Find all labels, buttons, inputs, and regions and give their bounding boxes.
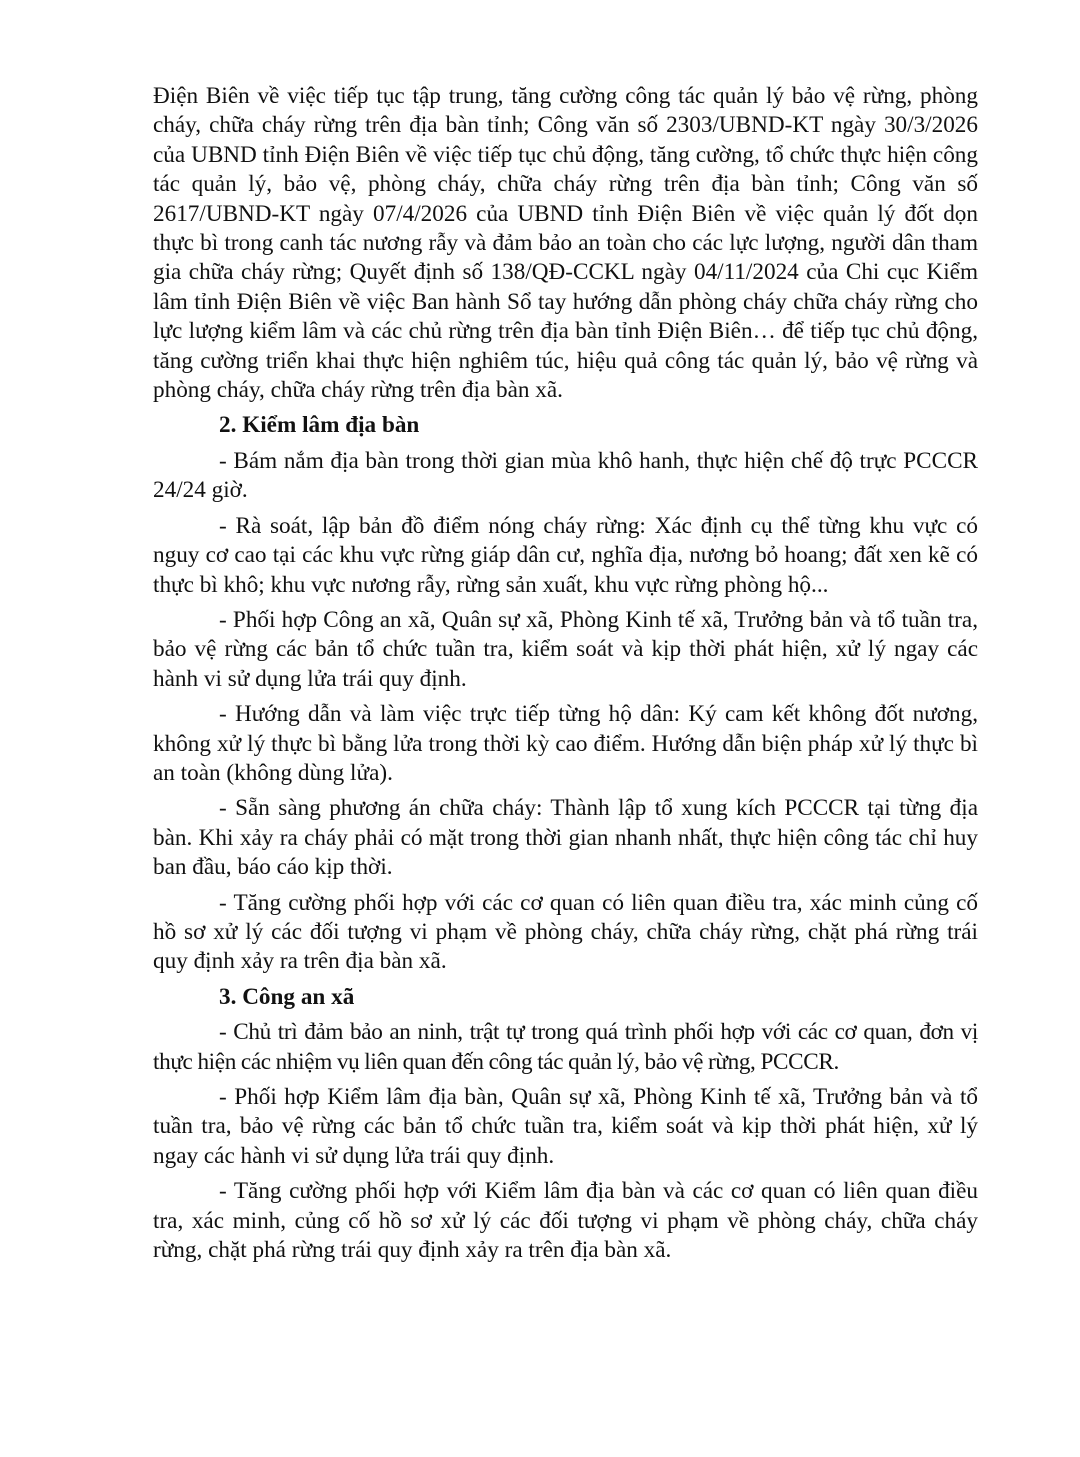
section-2-item: - Hướng dẫn và làm việc trực tiếp từng hộ dân: Ký cam kết không đốt nương, không xử lý thực bì bằng lửa trong thời kỳ cao điểm. Hướng dẫn biện pháp xử lý thực bì an toàn (không dùng lửa). <box>153 701 978 786</box>
document-page <box>153 82 978 1271</box>
section-2-item: - Rà soát, lập bản đồ điểm nóng cháy rừng: Xác định cụ thể từng khu vực có nguy cơ cao tại các khu vực rừng giáp dân cư, nghĩa địa, nương bỏ hoang; đất xen kẽ có thực bì khô; khu vực nương rẫy, rừng sản xuất, khu vực rừng phòng hộ... <box>153 512 978 598</box>
section-2-item: - Tăng cường phối hợp với các cơ quan có liên quan điều tra, xác minh củng cố hồ sơ xử lý các đối tượng vi phạm về phòng cháy, chữa cháy rừng, chặt phá rừng trái quy định xảy ra trên địa bàn xã. <box>153 889 978 975</box>
section-2-heading: 2. Kiểm lâm địa bàn <box>219 412 420 439</box>
section-3-item: - Phối hợp Kiểm lâm địa bàn, Quân sự xã, Phòng Kinh tế xã, Trưởng bản và tổ tuần tra, bảo vệ rừng các bản tổ chức tuần tra, kiểm soát và kịp thời phát hiện, xử lý ngay các hành vi sử dụng lửa trái quy định. <box>153 1084 978 1169</box>
section-3-item: - Tăng cường phối hợp với Kiểm lâm địa bàn và các cơ quan có liên quan điều tra, xác minh, củng cố hồ sơ xử lý các đối tượng vi phạm về phòng cháy, chữa cháy rừng, chặt phá rừng trái quy định xảy ra trên địa bàn xã. <box>153 1178 978 1264</box>
section-2-item: - Bám nắm địa bàn trong thời gian mùa khô hanh, thực hiện chế độ trực PCCCR 24/24 giờ. <box>153 447 978 504</box>
section-2-item: - Phối hợp Công an xã, Quân sự xã, Phòng Kinh tế xã, Trưởng bản và tổ tuần tra, bảo vệ rừng các bản tổ chức tuần tra, kiểm soát và kịp thời phát hiện, xử lý ngay các hành vi sử dụng lửa trái quy định. <box>153 606 978 692</box>
section-3-heading: 3. Công an xã <box>219 983 355 1010</box>
intro-paragraph: Điện Biên về việc tiếp tục tập trung, tăng cường công tác quản lý bảo vệ rừng, phòng cháy, chữa cháy rừng trên địa bàn tỉnh; Công văn số 2303/UBND-KT ngày 30/3/2026 của UBND tỉnh Điện Biên về việc tiếp tục chủ động, tăng cường, tổ chức thực hiện công tác quản lý, bảo vệ, phòng cháy, chữa cháy rừng trên địa bàn tỉnh; Công văn số 2617/UBND-KT ngày 07/4/2026 của UBND tỉnh Điện Biên về việc quản lý đốt dọn thực bì trong canh tác nương rẫy và đảm bảo an toàn cho các lực lượng, người dân tham gia chữa cháy rừng; Quyết định số 138/QĐ-CCKL ngày 04/11/2024 của Chi cục Kiểm lâm tỉnh Điện Biên về việc Ban hành Sổ tay hướng dẫn phòng cháy chữa cháy rừng cho lực lượng kiểm lâm và các chủ rừng trên địa bàn tỉnh Điện Biên… để tiếp tục chủ động, tăng cường triển khai thực hiện nghiêm túc, hiệu quả công tác quản lý, bảo vệ rừng và phòng cháy, chữa cháy rừng trên địa bàn xã. <box>153 83 978 404</box>
section-2-item: - Sẵn sàng phương án chữa cháy: Thành lập tổ xung kích PCCCR tại từng địa bàn. Khi xảy ra cháy phải có mặt trong thời gian nhanh nhất, thực hiện công tác chỉ huy ban đầu, báo cáo kịp thời. <box>153 795 978 881</box>
section-3-item: - Chủ trì đảm bảo an ninh, trật tự trong quá trình phối hợp với các cơ quan, đơn vị thực hiện các nhiệm vụ liên quan đến công tác quản lý, bảo vệ rừng, PCCCR. <box>153 1019 978 1075</box>
